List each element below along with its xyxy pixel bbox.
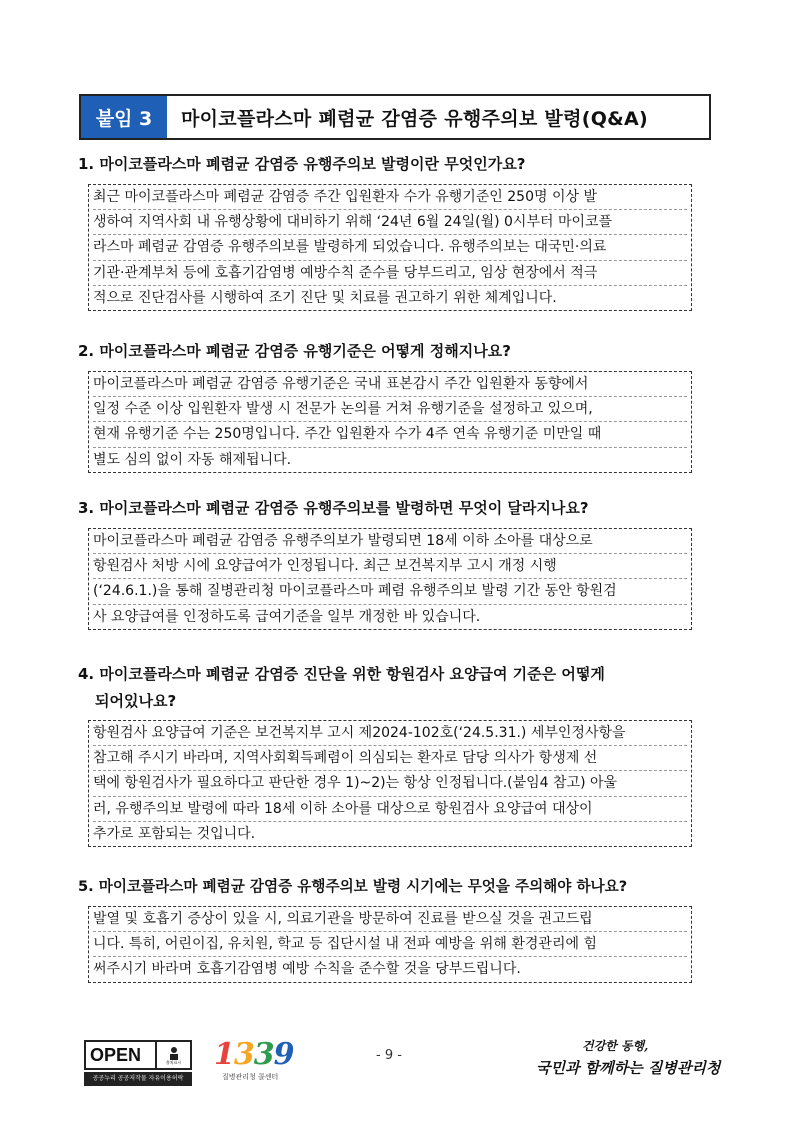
answer-line: 마이코플라스마 폐렴균 감염증 유행주의보가 발령되면 18세 이하 소아를 대상으로	[93, 529, 687, 554]
question-4-line1: 4. 마이코플라스마 폐렴균 감염증 진단을 위한 항원검사 요양급여 기준은 어떻게	[78, 665, 605, 683]
slogan-line2: 국민과 함께하는 질병관리청	[536, 1059, 721, 1077]
call-digit: 1	[214, 1037, 234, 1072]
answer-line: 추가로 포함되는 것입니다.	[93, 825, 256, 842]
attribution-badge: 출처표시	[165, 1059, 182, 1065]
footer	[0, 1036, 793, 1096]
answer-2	[88, 371, 692, 473]
answer-line: 최근 마이코플라스마 폐렴균 감염증 주간 입원환자 수가 유행기준인 250명 이상 발	[93, 185, 687, 210]
callcenter-logo	[214, 1038, 300, 1092]
answer-3	[88, 528, 692, 630]
answer-line: 일정 수준 이상 입원환자 발생 시 전문가 논의를 거쳐 유행기준을 설정하고 있으며,	[93, 397, 687, 422]
answer-line: 항원검사 요양급여 기준은 보건복지부 고시 제2024-102호(‘24.5.31.) 세부인정사항을	[93, 721, 687, 746]
question-4	[78, 661, 728, 715]
call-digit: 9	[273, 1037, 294, 1072]
answer-line: 현재 유행기준 수는 250명입니다. 주간 입원환자 수가 4주 연속 유행기준 미만일 때	[93, 422, 687, 447]
call-sub: 질병관리청 콜센터	[222, 1073, 279, 1081]
question-3: 3. 마이코플라스마 폐렴균 감염증 유행주의보를 발령하면 무엇이 달라지나요?	[78, 499, 589, 517]
answer-line: 니다. 특히, 어린이집, 유치원, 학교 등 집단시설 내 전파 예방을 위해 환경관리에 힘	[93, 932, 687, 957]
question-4-line2: 되어있나요?	[95, 692, 177, 710]
answer-4	[88, 720, 692, 847]
attribution-icon	[155, 1042, 190, 1068]
call-digit: 3	[233, 1037, 254, 1072]
answer-line: 항원검사 처방 시에 요양급여가 인정됩니다. 최근 보건복지부 고시 개정 시행	[93, 554, 687, 579]
page-number: - 9 -	[376, 1048, 402, 1063]
answer-line: (‘24.6.1.)을 통해 질병관리청 마이코플라스마 폐렴 유행주의보 발령 기간 동안 항원검	[93, 579, 687, 604]
attachment-tag: 붙임 3	[81, 96, 167, 138]
question-1: 1. 마이코플라스마 폐렴균 감염증 유행주의보 발령이란 무엇인가요?	[78, 155, 526, 173]
answer-line: 라스마 폐렴균 감염증 유행주의보를 발령하게 되었습니다. 유행주의보는 대국민·의료	[93, 235, 687, 260]
title-box	[79, 94, 711, 140]
page-title: 마이코플라스마 폐렴균 감염증 유행주의보 발령(Q&A)	[181, 107, 649, 130]
answer-1	[88, 184, 692, 311]
answer-line: 참고해 주시기 바라며, 지역사회획득폐렴이 의심되는 환자로 담당 의사가 항생제 선	[93, 746, 687, 771]
answer-5	[88, 906, 692, 983]
question-2: 2. 마이코플라스마 폐렴균 감염증 유행기준은 어떻게 정해지나요?	[78, 342, 511, 360]
answer-line: 적으로 진단검사를 시행하여 조기 진단 및 치료를 권고하기 위한 체계입니다.	[93, 289, 557, 306]
answer-line: 별도 심의 없이 자동 해제됩니다.	[93, 451, 292, 468]
call-number	[214, 1038, 300, 1072]
answer-line: 써주시기 바라며 호흡기감염병 예방 수칙을 준수할 것을 당부드립니다.	[93, 961, 521, 978]
slogan-line1: 건강한 동행,	[582, 1039, 649, 1053]
question-5: 5. 마이코플라스마 폐렴균 감염증 유행주의보 발령 시기에는 무엇을 주의해야 하나요?	[78, 878, 628, 895]
answer-line: 택에 항원검사가 필요하다고 판단한 경우 1)~2)는 항상 인정됩니다.(붙임4 참고) 아울	[93, 771, 687, 796]
answer-line: 마이코플라스마 폐렴균 감염증 유행기준은 국내 표본감시 주간 입원환자 동향에서	[93, 372, 687, 397]
open-label: OPEN	[90, 1044, 142, 1065]
answer-line: 사 요양급여를 인정하도록 급여기준을 일부 개정한 바 있습니다.	[93, 608, 481, 625]
answer-line: 발열 및 호흡기 증상이 있을 시, 의료기관을 방문하여 진료를 받으실 것을 권고드립	[93, 907, 687, 932]
answer-line: 기관·관계부처 등에 호흡기감염병 예방수칙 준수를 당부드리고, 임상 현장에서 적극	[93, 261, 687, 286]
open-sub: 공공누리 공공저작물 자유이용허락	[84, 1072, 192, 1086]
call-digit: 3	[253, 1037, 274, 1072]
kogl-open-logo	[84, 1040, 194, 1088]
answer-line: 생하여 지역사회 내 유행상황에 대비하기 위해 ‘24년 6월 24일(월) 0시부터 마이코플	[93, 210, 687, 235]
answer-line: 러, 유행주의보 발령에 따라 18세 이하 소아를 대상으로 항원검사 요양급여 대상이	[93, 797, 687, 822]
kdca-slogan	[536, 1036, 721, 1088]
